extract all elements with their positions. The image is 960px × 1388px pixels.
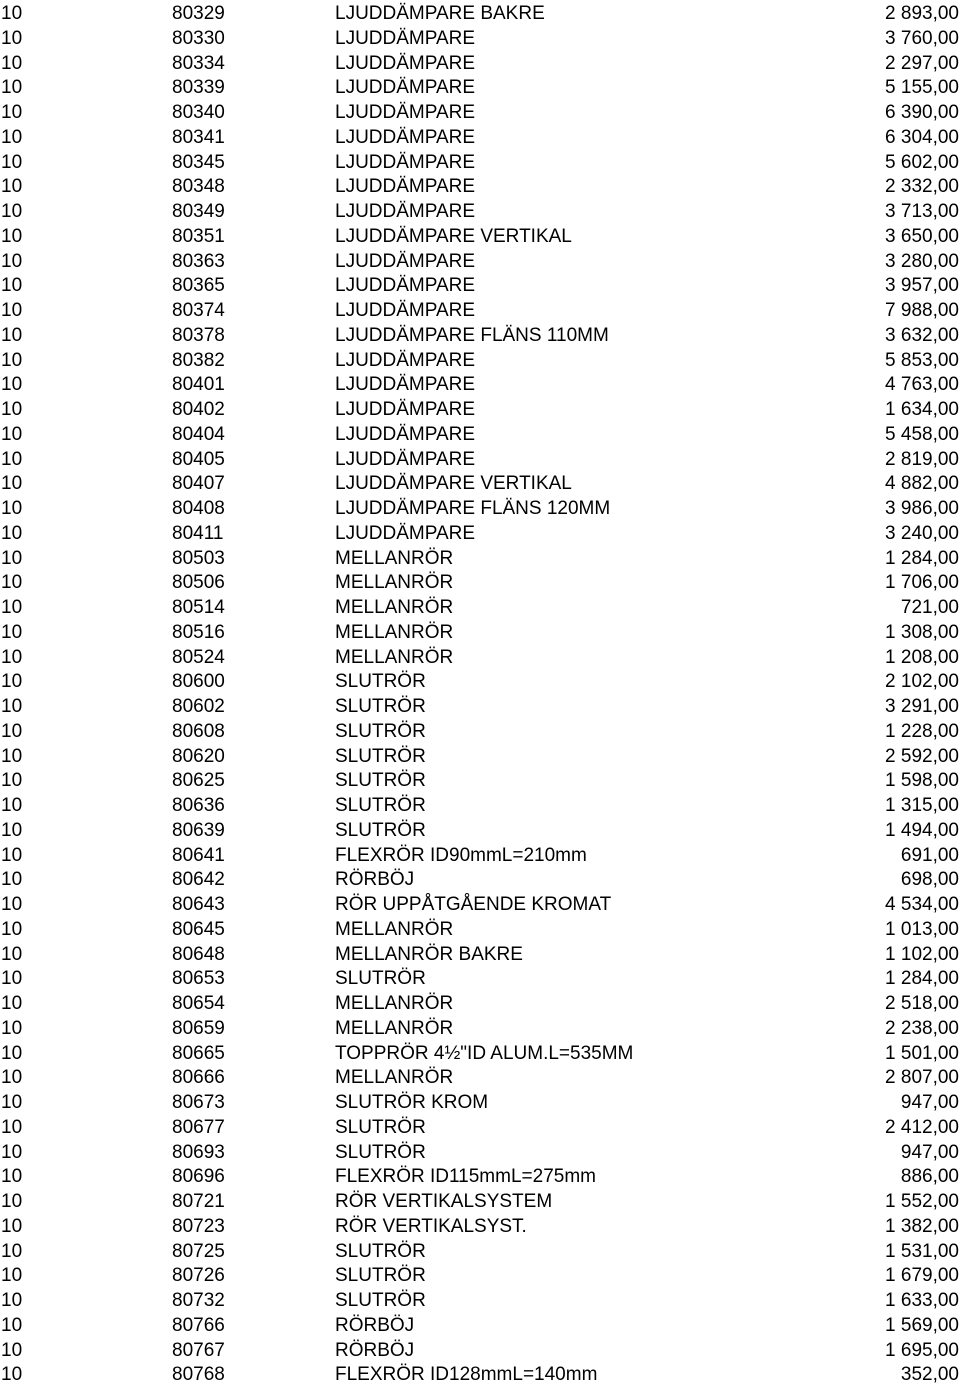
table-row <box>0 943 960 968</box>
description-cell: SLUTRÖR <box>335 819 426 841</box>
group-cell: 10 <box>1 621 23 643</box>
description-cell: LJUDDÄMPARE FLÄNS 120MM <box>335 498 611 519</box>
article-number-cell: 80516 <box>172 621 225 643</box>
price-cell: 5 155,00 <box>885 77 959 99</box>
table-row <box>0 695 960 720</box>
price-cell: 1 706,00 <box>885 572 959 594</box>
price-cell: 1 633,00 <box>885 1290 959 1311</box>
table-row <box>0 596 960 621</box>
description-cell: MELLANRÖR <box>335 621 454 643</box>
table-row <box>0 472 960 497</box>
table-row <box>0 373 960 398</box>
article-number-cell: 80407 <box>172 473 225 495</box>
price-cell: 2 332,00 <box>885 176 959 198</box>
article-number-cell: 80643 <box>172 894 225 915</box>
table-row <box>0 1116 960 1141</box>
table-row <box>0 819 960 844</box>
group-cell: 10 <box>1 1191 23 1212</box>
price-cell: 1 679,00 <box>885 1265 959 1287</box>
article-number-cell: 80625 <box>172 770 225 792</box>
group-cell: 10 <box>1 399 23 420</box>
table-row <box>0 547 960 572</box>
table-row <box>0 27 960 52</box>
group-cell: 10 <box>1 1314 23 1336</box>
description-cell: MELLANRÖR <box>335 993 454 1014</box>
article-number-cell: 80334 <box>172 52 225 74</box>
description-cell: LJUDDÄMPARE FLÄNS 110MM <box>335 324 609 346</box>
description-cell: SLUTRÖR <box>335 671 426 693</box>
price-cell: 4 534,00 <box>885 894 959 915</box>
article-number-cell: 80659 <box>172 1017 225 1039</box>
price-cell: 3 240,00 <box>885 522 959 544</box>
group-cell: 10 <box>1 324 23 346</box>
article-number-cell: 80725 <box>172 1240 225 1262</box>
price-cell: 1 531,00 <box>885 1240 959 1262</box>
group-cell: 10 <box>1 1042 23 1064</box>
price-cell: 1 228,00 <box>885 720 959 742</box>
description-cell: LJUDDÄMPARE <box>335 126 476 148</box>
description-cell: LJUDDÄMPARE <box>335 27 476 49</box>
table-row <box>0 794 960 819</box>
group-cell: 10 <box>1 869 23 891</box>
price-cell: 1 208,00 <box>885 646 959 668</box>
article-number-cell: 80365 <box>172 275 225 297</box>
description-cell: LJUDDÄMPARE <box>335 399 476 420</box>
group-cell: 10 <box>1 720 23 742</box>
article-number-cell: 80665 <box>172 1042 225 1064</box>
price-cell: 6 390,00 <box>885 102 959 123</box>
price-cell: 947,00 <box>900 1092 959 1113</box>
price-cell: 5 853,00 <box>885 349 959 371</box>
group-cell: 10 <box>1 522 23 544</box>
article-number-cell: 80382 <box>172 349 225 371</box>
article-number-cell: 80726 <box>172 1265 225 1287</box>
description-cell: MELLANRÖR <box>335 572 454 594</box>
table-row <box>0 1339 960 1364</box>
price-cell: 1 382,00 <box>885 1215 959 1237</box>
group-cell: 10 <box>1 126 23 148</box>
group-cell: 10 <box>1 300 23 321</box>
article-number-cell: 80340 <box>172 102 225 123</box>
group-cell: 10 <box>1 102 23 123</box>
table-row <box>0 1141 960 1166</box>
description-cell: LJUDDÄMPARE BAKRE <box>335 3 545 24</box>
description-cell: FLEXRÖR ID115mmL=275mm <box>335 1166 596 1188</box>
group-cell: 10 <box>1 349 23 371</box>
price-cell: 352,00 <box>900 1364 959 1386</box>
description-cell: RÖRBÖJ <box>335 1314 415 1336</box>
article-number-cell: 80639 <box>172 819 225 841</box>
article-number-cell: 80654 <box>172 993 225 1014</box>
group-cell: 10 <box>1 943 23 965</box>
article-number-cell: 80378 <box>172 324 225 346</box>
group-cell: 10 <box>1 1339 23 1361</box>
article-number-cell: 80402 <box>172 399 225 420</box>
article-number-cell: 80721 <box>172 1191 225 1212</box>
table-row <box>0 1042 960 1067</box>
table-row <box>0 769 960 794</box>
article-number-cell: 80330 <box>172 27 225 49</box>
price-cell: 1 634,00 <box>885 399 959 420</box>
article-number-cell: 80329 <box>172 3 225 24</box>
description-cell: LJUDDÄMPARE <box>335 374 476 396</box>
article-number-cell: 80696 <box>172 1166 225 1188</box>
article-number-cell: 80404 <box>172 423 225 445</box>
description-cell: SLUTRÖR <box>335 795 426 816</box>
price-cell: 1 102,00 <box>885 943 959 965</box>
price-cell: 2 412,00 <box>885 1116 959 1138</box>
table-row <box>0 893 960 918</box>
article-number-cell: 80348 <box>172 176 225 198</box>
description-cell: SLUTRÖR <box>335 770 426 792</box>
price-cell: 1 552,00 <box>885 1191 959 1212</box>
price-cell: 2 297,00 <box>885 52 959 74</box>
price-cell: 3 291,00 <box>885 696 959 717</box>
group-cell: 10 <box>1 1067 23 1089</box>
price-cell: 1 598,00 <box>885 770 959 792</box>
table-row <box>0 1017 960 1042</box>
description-cell: TOPPRÖR 4½"ID ALUM.L=535MM <box>335 1042 634 1064</box>
group-cell: 10 <box>1 3 23 24</box>
article-number-cell: 80648 <box>172 943 225 965</box>
description-cell: MELLANRÖR <box>335 597 454 618</box>
article-number-cell: 80374 <box>172 300 225 321</box>
price-cell: 3 280,00 <box>885 250 959 272</box>
article-number-cell: 80677 <box>172 1116 225 1138</box>
group-cell: 10 <box>1 176 23 198</box>
description-cell: LJUDDÄMPARE <box>335 102 476 123</box>
table-row <box>0 52 960 77</box>
article-number-cell: 80405 <box>172 448 225 470</box>
table-row <box>0 1165 960 1190</box>
group-cell: 10 <box>1 1092 23 1113</box>
table-row <box>0 1363 960 1388</box>
group-cell: 10 <box>1 275 23 297</box>
article-number-cell: 80693 <box>172 1141 225 1163</box>
description-cell: FLEXRÖR ID90mmL=210mm <box>335 844 587 866</box>
description-cell: LJUDDÄMPARE <box>335 176 476 198</box>
group-cell: 10 <box>1 745 23 767</box>
table-row <box>0 868 960 893</box>
price-cell: 7 988,00 <box>885 300 959 321</box>
description-cell: MELLANRÖR <box>335 646 454 668</box>
article-number-cell: 80345 <box>172 151 225 173</box>
article-number-cell: 80653 <box>172 968 225 990</box>
group-cell: 10 <box>1 225 23 247</box>
price-cell: 886,00 <box>900 1166 959 1188</box>
description-cell: SLUTRÖR <box>335 720 426 742</box>
article-number-cell: 80506 <box>172 572 225 594</box>
price-cell: 2 238,00 <box>885 1017 959 1039</box>
table-row <box>0 2 960 27</box>
article-number-cell: 80636 <box>172 795 225 816</box>
description-cell: LJUDDÄMPARE <box>335 349 476 371</box>
table-row <box>0 621 960 646</box>
article-number-cell: 80408 <box>172 498 225 519</box>
group-cell: 10 <box>1 1364 23 1386</box>
article-number-cell: 80732 <box>172 1290 225 1311</box>
group-cell: 10 <box>1 1017 23 1039</box>
description-cell: FLEXRÖR ID128mmL=140mm <box>335 1364 598 1386</box>
article-number-cell: 80641 <box>172 844 225 866</box>
group-cell: 10 <box>1 77 23 99</box>
price-cell: 1 013,00 <box>885 918 959 940</box>
table-row <box>0 175 960 200</box>
description-cell: LJUDDÄMPARE <box>335 423 476 445</box>
group-cell: 10 <box>1 423 23 445</box>
group-cell: 10 <box>1 250 23 272</box>
group-cell: 10 <box>1 993 23 1014</box>
description-cell: SLUTRÖR <box>335 1265 426 1287</box>
description-cell: SLUTRÖR <box>335 1240 426 1262</box>
description-cell: LJUDDÄMPARE VERTIKAL <box>335 225 572 247</box>
group-cell: 10 <box>1 1240 23 1262</box>
group-cell: 10 <box>1 201 23 222</box>
description-cell: LJUDDÄMPARE <box>335 275 476 297</box>
table-row <box>0 918 960 943</box>
article-number-cell: 80600 <box>172 671 225 693</box>
group-cell: 10 <box>1 547 23 569</box>
price-cell: 5 602,00 <box>885 151 959 173</box>
article-number-cell: 80666 <box>172 1067 225 1089</box>
table-row <box>0 1066 960 1091</box>
price-cell: 6 304,00 <box>885 126 959 148</box>
group-cell: 10 <box>1 1166 23 1188</box>
article-number-cell: 80341 <box>172 126 225 148</box>
table-row <box>0 349 960 374</box>
table-row <box>0 646 960 671</box>
article-number-cell: 80767 <box>172 1339 225 1361</box>
description-cell: SLUTRÖR <box>335 1290 426 1311</box>
group-cell: 10 <box>1 151 23 173</box>
table-row <box>0 274 960 299</box>
price-cell: 2 819,00 <box>885 448 959 470</box>
description-cell: SLUTRÖR KROM <box>335 1092 489 1113</box>
price-cell: 2 807,00 <box>885 1067 959 1089</box>
description-cell: RÖRBÖJ <box>335 869 415 891</box>
table-row <box>0 1091 960 1116</box>
article-number-cell: 80363 <box>172 250 225 272</box>
table-row <box>0 250 960 275</box>
price-cell: 2 893,00 <box>885 3 959 24</box>
price-cell: 691,00 <box>900 844 959 866</box>
table-row <box>0 522 960 547</box>
article-number-cell: 80349 <box>172 201 225 222</box>
table-row <box>0 497 960 522</box>
article-number-cell: 80503 <box>172 547 225 569</box>
price-cell: 4 882,00 <box>885 473 959 495</box>
article-number-cell: 80339 <box>172 77 225 99</box>
article-number-cell: 80620 <box>172 745 225 767</box>
group-cell: 10 <box>1 844 23 866</box>
description-cell: LJUDDÄMPARE <box>335 151 476 173</box>
group-cell: 10 <box>1 27 23 49</box>
description-cell: MELLANRÖR <box>335 1067 454 1089</box>
table-row <box>0 1215 960 1240</box>
description-cell: LJUDDÄMPARE <box>335 250 476 272</box>
group-cell: 10 <box>1 572 23 594</box>
table-row <box>0 299 960 324</box>
group-cell: 10 <box>1 646 23 668</box>
table-row <box>0 1289 960 1314</box>
price-cell: 1 315,00 <box>885 795 959 816</box>
article-number-cell: 80514 <box>172 597 225 618</box>
price-cell: 2 102,00 <box>885 671 959 693</box>
table-row <box>0 423 960 448</box>
description-cell: MELLANRÖR <box>335 1017 454 1039</box>
group-cell: 10 <box>1 894 23 915</box>
table-row <box>0 225 960 250</box>
price-cell: 947,00 <box>900 1141 959 1163</box>
description-cell: RÖR VERTIKALSYSTEM <box>335 1191 553 1212</box>
description-cell: RÖR UPPÅTGÅENDE KROMAT <box>335 894 612 915</box>
article-number-cell: 80768 <box>172 1364 225 1386</box>
article-number-cell: 80411 <box>172 522 224 544</box>
table-row <box>0 200 960 225</box>
description-cell: LJUDDÄMPARE <box>335 300 476 321</box>
table-row <box>0 324 960 349</box>
price-cell: 5 458,00 <box>885 423 959 445</box>
price-cell: 1 494,00 <box>885 819 959 841</box>
table-row <box>0 448 960 473</box>
description-cell: SLUTRÖR <box>335 1141 426 1163</box>
group-cell: 10 <box>1 374 23 396</box>
price-cell: 2 592,00 <box>885 745 959 767</box>
price-cell: 3 957,00 <box>885 275 959 297</box>
table-row <box>0 1240 960 1265</box>
description-cell: SLUTRÖR <box>335 1116 426 1138</box>
group-cell: 10 <box>1 918 23 940</box>
article-number-cell: 80602 <box>172 696 225 717</box>
table-row <box>0 571 960 596</box>
article-number-cell: 80673 <box>172 1092 225 1113</box>
price-cell: 721,00 <box>900 597 959 618</box>
description-cell: LJUDDÄMPARE VERTIKAL <box>335 473 572 495</box>
description-cell: MELLANRÖR <box>335 918 454 940</box>
price-cell: 3 986,00 <box>885 498 959 519</box>
price-cell: 1 308,00 <box>885 621 959 643</box>
description-cell: SLUTRÖR <box>335 745 426 767</box>
description-cell: SLUTRÖR <box>335 696 426 717</box>
group-cell: 10 <box>1 968 23 990</box>
price-cell: 1 284,00 <box>885 547 959 569</box>
table-row <box>0 151 960 176</box>
group-cell: 10 <box>1 819 23 841</box>
price-cell: 1 569,00 <box>885 1314 959 1336</box>
description-cell: LJUDDÄMPARE <box>335 77 476 99</box>
price-cell: 3 650,00 <box>885 225 959 247</box>
table-row <box>0 1264 960 1289</box>
group-cell: 10 <box>1 473 23 495</box>
price-cell: 3 760,00 <box>885 27 959 49</box>
description-cell: LJUDDÄMPARE <box>335 522 476 544</box>
article-number-cell: 80645 <box>172 918 225 940</box>
price-cell: 2 518,00 <box>885 993 959 1014</box>
price-cell: 1 284,00 <box>885 968 959 990</box>
article-number-cell: 80766 <box>172 1314 225 1336</box>
price-cell: 4 763,00 <box>885 374 959 396</box>
group-cell: 10 <box>1 52 23 74</box>
price-cell: 3 632,00 <box>885 324 959 346</box>
description-cell: MELLANRÖR BAKRE <box>335 943 523 965</box>
group-cell: 10 <box>1 1290 23 1311</box>
description-cell: RÖR VERTIKALSYST. <box>335 1215 527 1237</box>
group-cell: 10 <box>1 671 23 693</box>
description-cell: RÖRBÖJ <box>335 1339 415 1361</box>
group-cell: 10 <box>1 597 23 618</box>
table-row <box>0 670 960 695</box>
description-cell: MELLANRÖR <box>335 547 454 569</box>
table-row <box>0 398 960 423</box>
table-row <box>0 1190 960 1215</box>
group-cell: 10 <box>1 770 23 792</box>
article-number-cell: 80608 <box>172 720 225 742</box>
group-cell: 10 <box>1 795 23 816</box>
table-row <box>0 1314 960 1339</box>
article-number-cell: 80351 <box>172 225 225 247</box>
group-cell: 10 <box>1 1265 23 1287</box>
group-cell: 10 <box>1 1215 23 1237</box>
price-cell: 698,00 <box>900 869 959 891</box>
article-number-cell: 80401 <box>172 374 225 396</box>
price-cell: 1 501,00 <box>885 1042 959 1064</box>
description-cell: LJUDDÄMPARE <box>335 201 476 222</box>
table-row <box>0 844 960 869</box>
article-number-cell: 80524 <box>172 646 225 668</box>
price-cell: 3 713,00 <box>885 201 959 222</box>
table-row <box>0 992 960 1017</box>
description-cell: LJUDDÄMPARE <box>335 52 476 74</box>
price-cell: 1 695,00 <box>885 1339 959 1361</box>
table-row <box>0 745 960 770</box>
table-row <box>0 76 960 101</box>
table-row <box>0 101 960 126</box>
table-row <box>0 967 960 992</box>
group-cell: 10 <box>1 498 23 519</box>
description-cell: SLUTRÖR <box>335 968 426 990</box>
description-cell: LJUDDÄMPARE <box>335 448 476 470</box>
group-cell: 10 <box>1 1116 23 1138</box>
group-cell: 10 <box>1 696 23 717</box>
table-row <box>0 720 960 745</box>
article-number-cell: 80642 <box>172 869 225 891</box>
group-cell: 10 <box>1 1141 23 1163</box>
article-number-cell: 80723 <box>172 1215 225 1237</box>
table-row <box>0 126 960 151</box>
group-cell: 10 <box>1 448 23 470</box>
